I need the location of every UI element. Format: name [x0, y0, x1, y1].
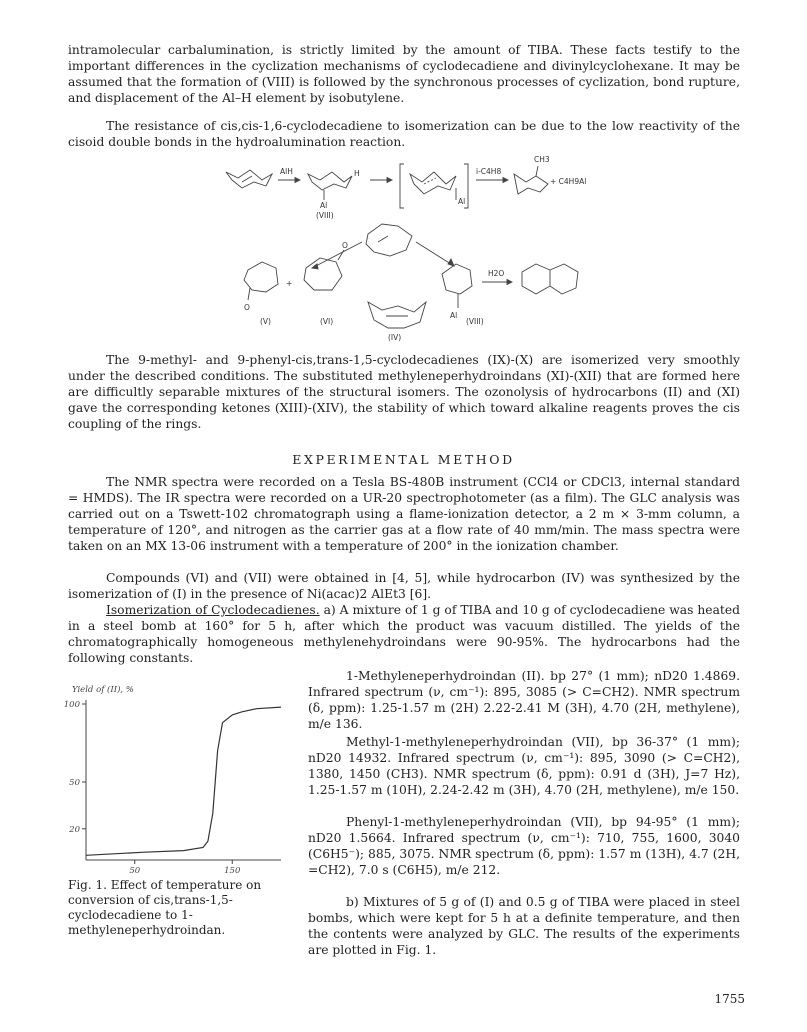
isomerization-text: a) A mixture of 1 g of TIBA and 10 g of cyclodecadiene was heated in a steel bomb at 160° for 5 h, after which the product was vacuum distilled. The yields of the chromatographically homogeneous methylenehydroindans were 90-95%. The hydrocarbons had the following constants.	[68, 603, 741, 665]
scheme-iv: (IV)	[388, 333, 402, 342]
scheme-o2: O	[342, 241, 348, 250]
scheme-v: (V)	[260, 317, 271, 326]
compound-1: 1-Methyleneperhydroindan (II). bp 27° (1 mm); nD20 1.4869. Infrared spectrum (ν, cm⁻¹): 895, 3085 (> C=CH2). NMR spectrum (δ, ppm): 1.25-1.57 m (2H) 2.22-2.41 M (3H), 4.70 (2H, methylene), m/e 136.	[308, 669, 740, 731]
scheme-al: Al	[320, 201, 328, 210]
page-number: 1755	[714, 992, 745, 1006]
y-tick-label: 50	[69, 778, 80, 788]
scheme-alh: AlH	[280, 167, 293, 176]
paragraph-isomerization	[68, 602, 740, 666]
compound-3: Phenyl-1-methyleneperhydroindan (VII), bp 94-95° (1 mm); nD20 1.5664. Infrared spectrum (ν, cm⁻¹): 710, 755, 1600, 3040 (C6H5⁻); 885, 3075. NMR spectrum (δ, ppm): 1.57 m (13H), 4.7 (2H, =CH2), 7.0 s (C6H5), m/e 212.	[308, 815, 740, 877]
paragraph-b: b) Mixtures of 5 g of (I) and 0.5 g of TIBA were placed in steel bombs, which were kept for 5 h at a definite temperature, and then the contents were analyzed by GLC. The results of the experiments are plotted in Fig. 1.	[308, 895, 740, 957]
y-tick-label: 20	[69, 824, 80, 835]
scheme-plus: +	[286, 279, 293, 288]
yield-curve	[86, 707, 281, 855]
reaction-scheme	[220, 152, 600, 344]
paragraph-experimental-2: Compounds (VI) and (VII) were obtained in [4, 5], while hydrocarbon (IV) was synthesized by the isomerization of (I) in the presence of Ni(acac)2 AlEt3 [6].	[68, 571, 740, 601]
scheme-o: O	[244, 303, 250, 312]
figure-caption: Fig. 1. Effect of temperature on conversion of cis,trans-1,5-cyclodecadiene to 1-methyleneperhydroindan.	[68, 878, 262, 937]
scheme-h2o: H2O	[488, 269, 505, 278]
scheme-viii-lower: (VIII)	[466, 317, 484, 326]
paragraph-3: The 9-methyl- and 9-phenyl-cis,trans-1,5-cyclodecadienes (IX)-(X) are isomerized very smoothly under the described conditions. The substituted methyleneperhydroindans (XI)-(XII) that are formed here are difficultly separable mixtures of the structural isomers. The ozonolysis of hydrocarbons (II) and (XI) gave the corresponding ketones (XIII)-(XIV), the stability of which toward alkaline reagents proves the cis coupling of the rings.	[68, 353, 740, 431]
section-heading: EXPERIMENTAL METHOD	[292, 452, 515, 467]
scheme-al-bracket: Al	[458, 197, 466, 206]
scheme-isobutylene: i-C4H8	[476, 167, 502, 176]
scheme-ch3: CH3	[534, 155, 550, 164]
scheme-viii: (VIII)	[316, 211, 334, 220]
y-axis-label: Yield of (II), %	[72, 685, 134, 695]
compound-2: Methyl-1-methyleneperhydroindan (VII), bp 36-37° (1 mm); nD20 14932. Infrared spectrum (ν, cm⁻¹): 895, 3090 (> C=CH2), 1380, 1450 (CH3). NMR spectrum (δ, ppm): 0.91 d (3H), J=7 Hz), 1.25-1.57 m (10H), 2.24-2.42 m (3H), 4.70 (2H, methylene), m/e 150.	[308, 735, 740, 797]
x-tick-label: 50	[129, 866, 141, 876]
y-tick-label: 100	[63, 700, 80, 710]
paragraph-experimental-1: The NMR spectra were recorded on a Tesla BS-480B instrument (CCl4 or CDCl3, internal standard = HMDS). The IR spectra were recorded on a UR-20 spectrophotometer (as a film). The GLC analysis was carried out on a Tswett-102 chromatograph using a flame-ionization detector, a 2 m × 3-mm column, a temperature of 120°, and nitrogen as the carrier gas at a flow rate of 40 mm/min. The mass spectra were taken on an MX 13-06 instrument with a temperature of 200° in the ionization chamber.	[68, 475, 740, 553]
scheme-h: H	[354, 169, 360, 178]
paragraph-intro-1: intramolecular carbalumination, is strictly limited by the amount of TIBA. These facts testify to the important differences in the cyclization mechanisms of cyclodecadiene and divinylcyclohexane. It may be assumed that the formation of (VIII) is followed by the synchronous processes of cyclization, bond rupture, and displacement of the Al–H element by isobutylene.	[68, 43, 740, 105]
paragraph-intro-2: The resistance of cis,cis-1,6-cyclodecadiene to isomerization can be due to the low reactivity of the cisoid double bonds in the hydroalumination reaction.	[68, 119, 740, 149]
scheme-al-lower: Al	[450, 311, 458, 320]
figure-1-chart	[63, 680, 286, 876]
scheme-vi: (VI)	[320, 317, 334, 326]
isomerization-title: Isomerization of Cyclodecadienes.	[106, 603, 320, 617]
x-tick-label: 150	[224, 866, 241, 876]
scheme-product: + C4H9Al	[550, 177, 587, 186]
